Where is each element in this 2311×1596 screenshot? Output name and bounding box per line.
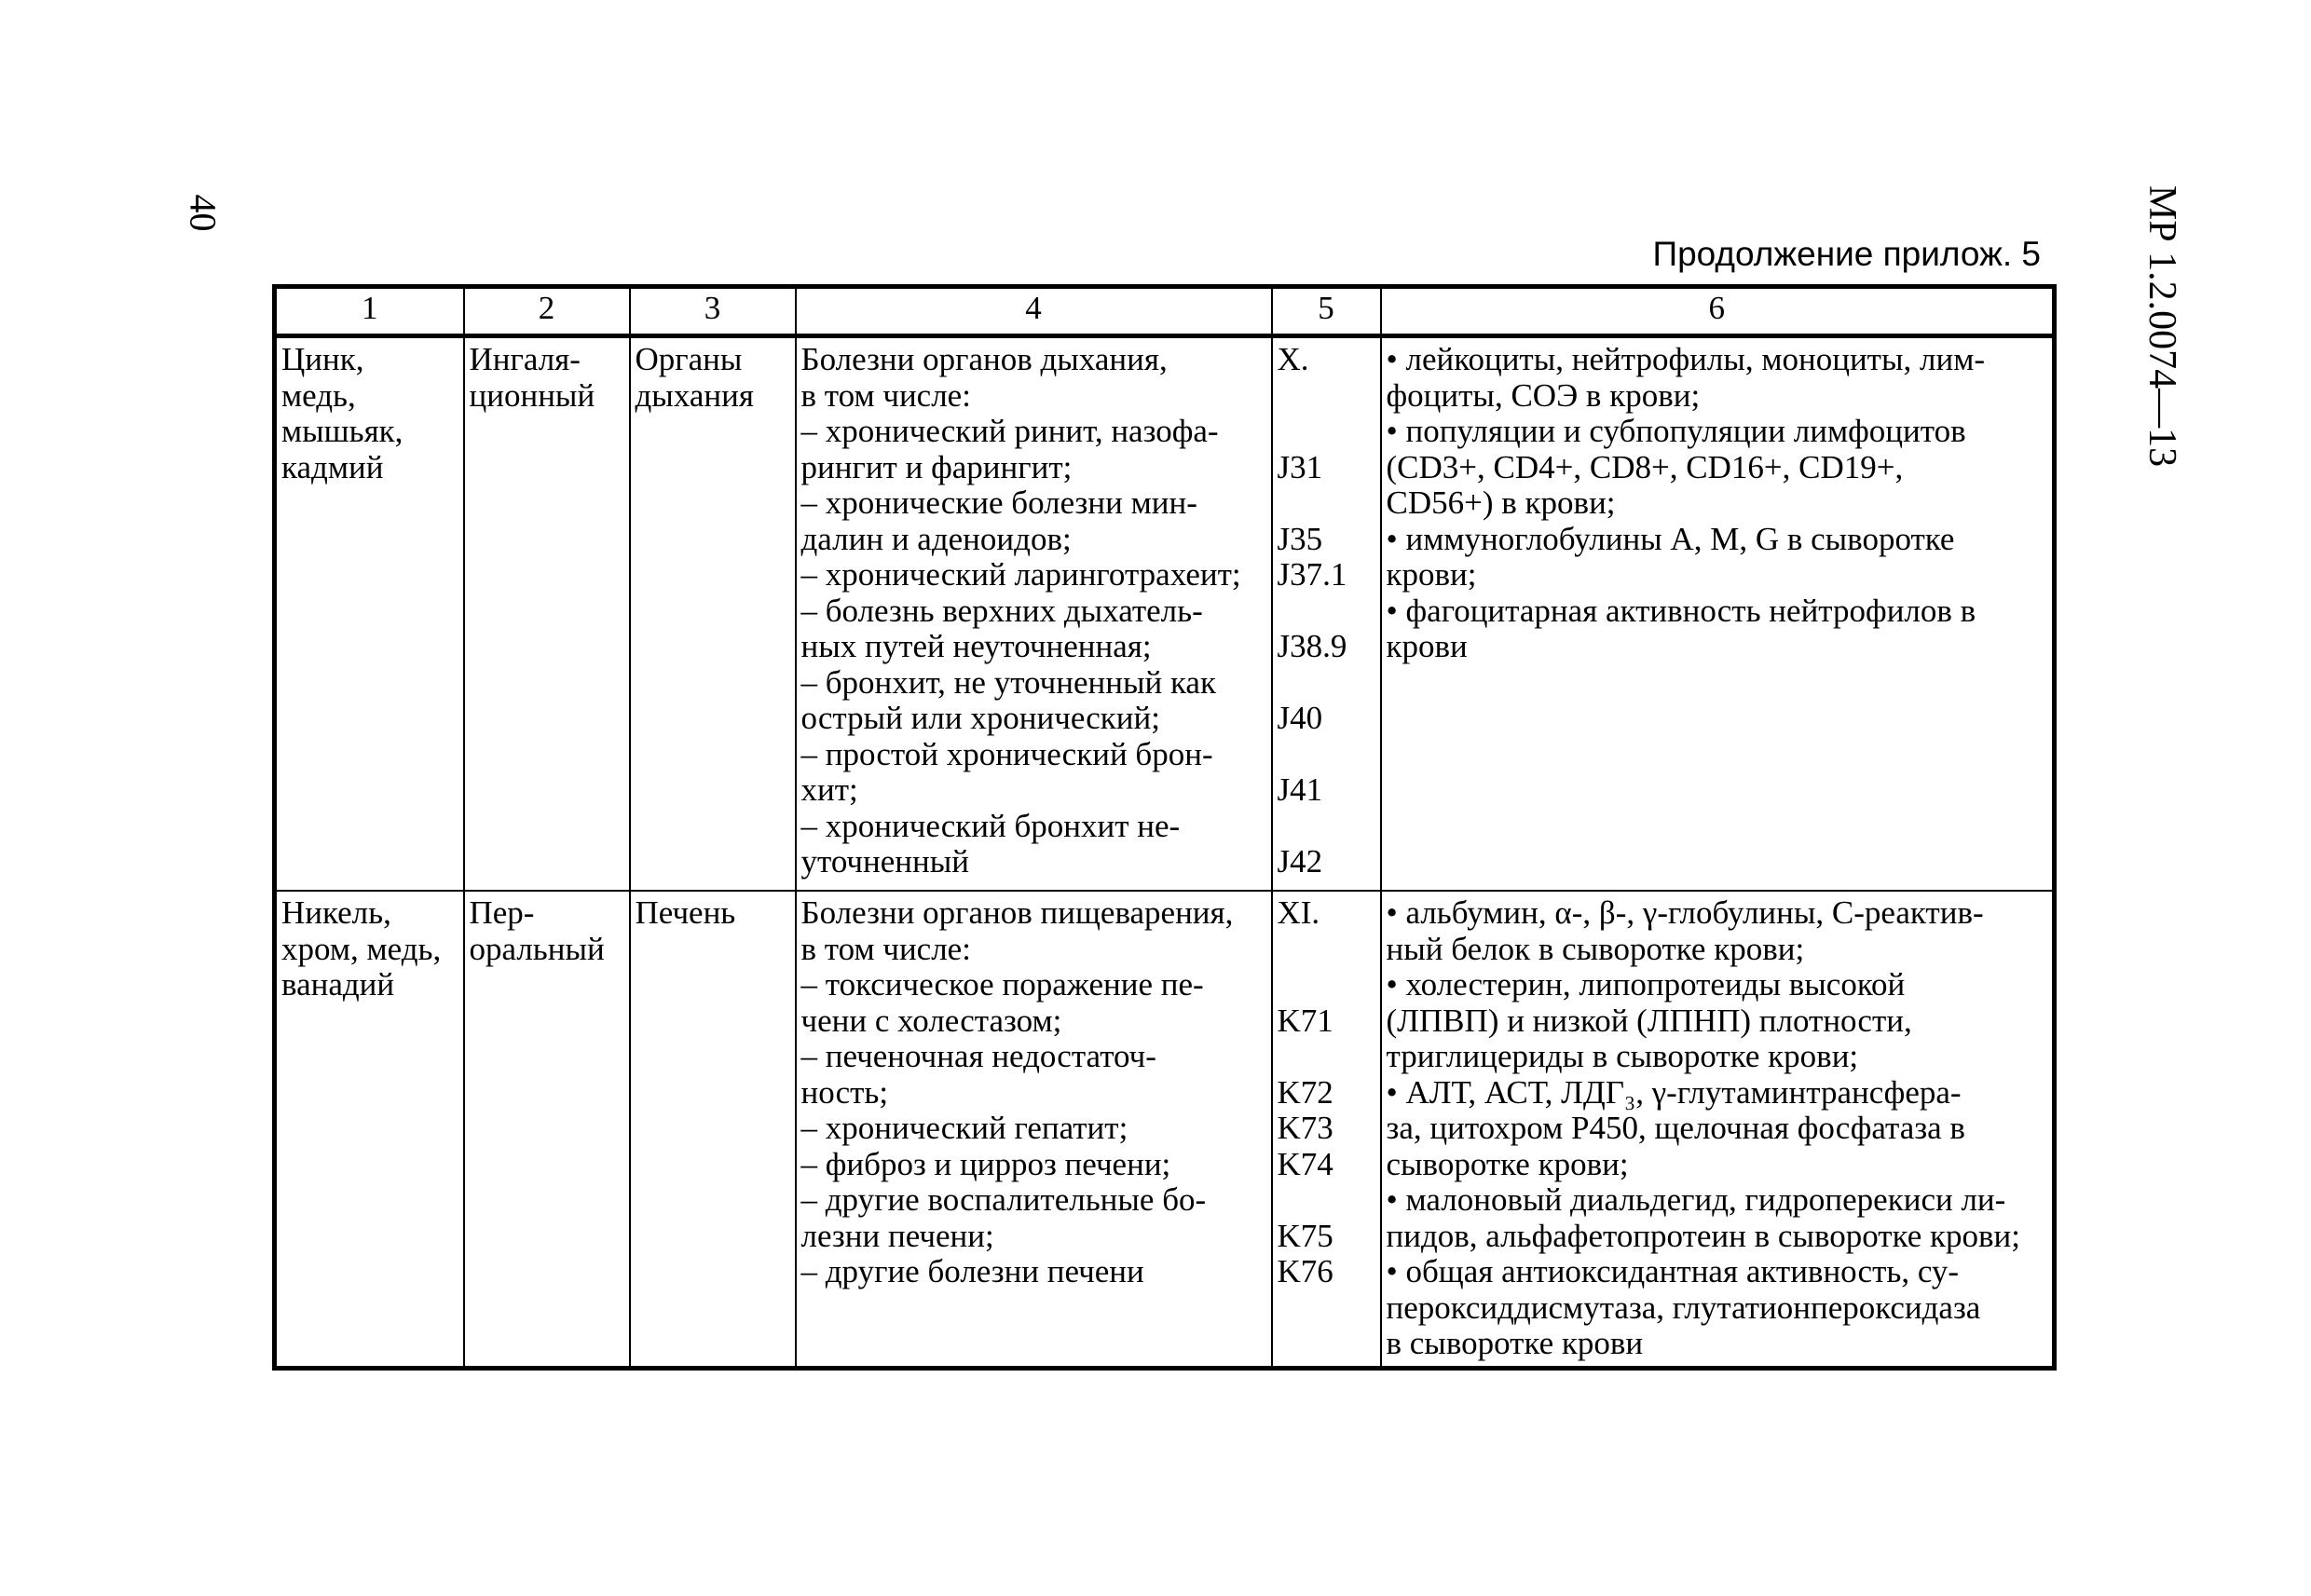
column-header: 3 [630, 287, 796, 336]
cell-line: Органы [635, 341, 743, 377]
cell-line: крови; [1386, 556, 1477, 593]
cell-line: J37.1 [1277, 556, 1347, 593]
cell-line: ный белок в сыворотке крови; [1386, 930, 1805, 967]
cell-line: Болезни органов пищеварения, [800, 894, 1234, 931]
cell-line: Ингаля- [469, 341, 581, 377]
cell-line: K73 [1277, 1110, 1333, 1146]
page-number: 40 [182, 194, 225, 232]
cell-line: пероксиддисмутаза, глутатионпероксидаза [1386, 1289, 1981, 1326]
cell-line: CD56+) в крови; [1386, 484, 1616, 521]
cell-line: (CD3+, CD4+, CD8+, CD16+, CD19+, [1386, 448, 1904, 485]
cell-line: J41 [1277, 771, 1323, 808]
cell-line: – болезнь верхних дыхатель- [800, 592, 1203, 629]
table-row [275, 336, 2055, 892]
cell-line: J40 [1277, 700, 1323, 736]
organ-cell [630, 336, 796, 892]
table-row [275, 891, 2055, 1368]
cell-line: – хронический ринит, назофа- [800, 413, 1219, 449]
cell-line: • альбумин, α-, β-, γ-глобулины, С-реактив- [1386, 894, 1984, 931]
cell-line: ность; [800, 1073, 889, 1111]
cell-line: ционный [469, 376, 595, 414]
cell-line: чени с холестазом; [800, 1002, 1062, 1039]
codes-cell [1272, 336, 1381, 892]
cell-line: • АЛТ, АСТ, ЛДГ₃, γ-глутаминтрансфера- [1386, 1073, 1962, 1111]
cell-line: сыворотке крови; [1386, 1145, 1629, 1182]
cell-line: в том числе: [800, 376, 971, 414]
appendix-table [272, 284, 2057, 1371]
cell-line: J35 [1277, 520, 1323, 557]
cell-line: мышьяк, [281, 413, 403, 449]
cell-line: ных путей неуточненная; [800, 628, 1152, 664]
cell-line: – хронический гепатит; [800, 1110, 1128, 1146]
cell-line: J38.9 [1277, 628, 1347, 664]
cell-line: • фагоцитарная активность нейтрофилов в [1386, 592, 1976, 629]
cell-line: – хронический бронхит не- [800, 807, 1181, 844]
cell-line: далин и аденоидов; [800, 520, 1072, 557]
cell-line: • холестерин, липопротеиды высокой [1386, 966, 1906, 1003]
cell-line: – бронхит, не уточненный как [800, 663, 1216, 701]
cell-line: уточненный [800, 843, 970, 880]
cell-line: Никель, [281, 894, 391, 931]
substances-cell [275, 336, 464, 892]
cell-line: K74 [1277, 1145, 1333, 1182]
cell-line: Печень [635, 894, 736, 931]
document-code: МР 1.2.0074—13 [2140, 184, 2183, 468]
cell-line: J31 [1277, 448, 1323, 485]
cell-line: фоциты, СОЭ в крови; [1386, 376, 1701, 414]
cell-line: кадмий [281, 448, 384, 485]
cell-line: пидов, альфафетопротеин в сыворотке крови; [1386, 1217, 2020, 1254]
cell-line: крови [1386, 628, 1468, 664]
cell-line: за, цитохром Р450, щелочная фосфатаза в [1386, 1110, 1965, 1146]
cell-line: Цинк, [281, 341, 364, 377]
cell-line: – фиброз и цирроз печени; [800, 1145, 1171, 1182]
cell-line: • популяции и субпопуляции лимфоцитов [1386, 413, 1966, 449]
column-header: 6 [1381, 287, 2055, 336]
cell-line: K71 [1277, 1002, 1333, 1039]
cell-line: хит; [800, 771, 858, 808]
cell-line: острый или хронический; [800, 700, 1160, 736]
diseases-cell [796, 891, 1272, 1368]
cell-line: дыхания [635, 376, 754, 414]
cell-line: (ЛПВП) и низкой (ЛПНП) плотности, [1386, 1002, 1912, 1039]
cell-line: • малоновый диальдегид, гидроперекиси ли- [1386, 1181, 2006, 1218]
cell-line: – хронический ларинготрахеит; [800, 556, 1241, 593]
cell-line: ванадий [281, 966, 395, 1003]
indicators-cell [1381, 336, 2055, 892]
cell-line: K75 [1277, 1217, 1333, 1254]
cell-line: – другие болезни печени [800, 1253, 1144, 1289]
cell-line: – токсическое поражение пе- [800, 966, 1204, 1003]
cell-line: • иммуноглобулины А, М, G в сыворотке [1386, 520, 1955, 557]
cell-line: X. [1277, 341, 1309, 377]
continuation-caption: Продолжение прилож. 5 [1652, 235, 2041, 273]
column-header: 5 [1272, 287, 1381, 336]
cell-line: – простой хронический брон- [800, 735, 1213, 772]
cell-line: K76 [1277, 1253, 1333, 1289]
cell-line: в том числе: [800, 930, 971, 967]
cell-line: – хронические болезни мин- [800, 484, 1197, 521]
cell-line: • общая антиоксидантная активность, су- [1386, 1253, 1960, 1289]
column-header: 2 [464, 287, 630, 336]
cell-line: – другие воспалительные бо- [800, 1181, 1207, 1218]
column-header: 1 [275, 287, 464, 336]
cell-line: триглицериды в сыворотке крови; [1386, 1038, 1859, 1074]
cell-line: хром, медь, [281, 930, 442, 967]
cell-line: в сыворотке крови [1386, 1325, 1644, 1361]
route-cell [464, 891, 630, 1368]
cell-line: оральный [469, 930, 605, 967]
cell-line: медь, [281, 376, 356, 414]
cell-line: K72 [1277, 1073, 1333, 1111]
cell-line: – печеночная недостаточ- [800, 1038, 1156, 1074]
cell-line: XI. [1277, 894, 1320, 931]
cell-line: • лейкоциты, нейтрофилы, моноциты, лим- [1386, 341, 1985, 377]
column-header: 4 [796, 287, 1272, 336]
header-row [275, 287, 2055, 336]
indicators-cell [1381, 891, 2055, 1368]
substances-cell [275, 891, 464, 1368]
cell-line: лезни печени; [800, 1217, 994, 1254]
diseases-cell [796, 336, 1272, 892]
cell-line: рингит и фарингит; [800, 448, 1073, 485]
organ-cell [630, 891, 796, 1368]
cell-line: J42 [1277, 843, 1323, 880]
cell-line: Пер- [469, 894, 535, 931]
cell-line: Болезни органов дыхания, [800, 341, 1168, 377]
codes-cell [1272, 891, 1381, 1368]
route-cell [464, 336, 630, 892]
